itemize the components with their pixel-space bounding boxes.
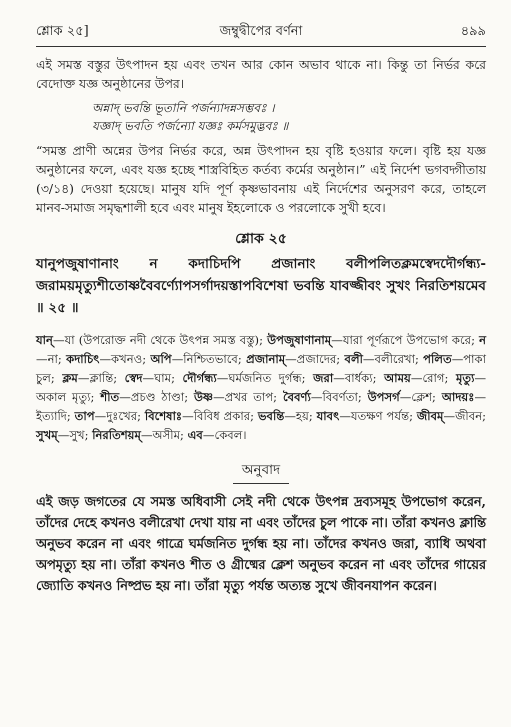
synonym-word: উষ্ণ bbox=[193, 390, 214, 404]
synonym-meaning: বার্ধক্য bbox=[344, 371, 373, 385]
synonym-word: মৃত্যু bbox=[455, 371, 475, 385]
synonym-word: বিশেষাঃ bbox=[144, 409, 183, 423]
synonym-meaning: কখনও bbox=[111, 352, 143, 366]
page-number: ৪৯৯ bbox=[460, 24, 486, 39]
book-page bbox=[36, 22, 486, 597]
synonym-word: জরা bbox=[313, 371, 334, 385]
translation-heading-underline bbox=[233, 483, 289, 484]
synonym-meaning: না bbox=[47, 352, 58, 366]
header-chapter-title: জম্বুদ্বীপের বর্ণনা bbox=[219, 24, 303, 39]
synonym-word: উপসর্গ bbox=[367, 390, 400, 404]
synonym-meaning: রোগ bbox=[422, 371, 445, 385]
synonym-meaning: যতক্ষণ পর্যন্ত bbox=[350, 409, 410, 423]
synonym-meaning: কেবল bbox=[214, 428, 243, 442]
synonym-meaning: বলীরেখা bbox=[374, 352, 415, 366]
synonym-meaning: পাকা চুল bbox=[36, 352, 486, 385]
sloka-line-1: অন্নাদ্ ভবন্তি ভূতানি পর্জন্যাদন্নসম্ভবঃ । bbox=[92, 101, 275, 115]
synonym-meaning: ক্লেশ bbox=[411, 390, 433, 404]
synonym-meaning: জীবন bbox=[455, 409, 483, 423]
verse-title: শ্লোক ২৫ bbox=[235, 231, 287, 247]
synonym-meaning: অকাল মৃত্যু bbox=[36, 390, 91, 404]
synonym-meaning: প্রখর তাপ bbox=[224, 390, 274, 404]
synonym-meaning: ঘাম bbox=[154, 371, 172, 385]
synonym-meaning: নিশ্চিতভাবে bbox=[183, 352, 238, 366]
synonym-meaning: প্রজাদের bbox=[296, 352, 337, 366]
sloka-line-2: যজ্ঞাদ্ ভবতি পর্জন্যো যজ্ঞঃ কর্মসমুদ্ভবঃ ॥ bbox=[92, 119, 289, 133]
intro-paragraph: এই সমস্ত বস্তুর উৎপাদন হয় এবং তখন আর কোন অভাব থাকে না। কিন্তু তা নির্ভর করে বেদোক্ত যজ্ঞ অনুষ্ঠানের উপর। bbox=[36, 57, 486, 91]
synonym-meaning: ঘর্মজনিত দুর্গন্ধ bbox=[228, 371, 302, 385]
synonym-meaning: ইত্যাদি bbox=[36, 409, 67, 423]
synonym-word: অপি bbox=[150, 352, 172, 366]
synonym-meaning: দুঃখের bbox=[106, 409, 138, 423]
synonym-meaning: হয় bbox=[295, 409, 309, 423]
synonym-word: জীবম্ bbox=[416, 409, 444, 423]
synonym-meaning: প্রচণ্ড ঠাণ্ডা bbox=[130, 390, 185, 404]
synonym-word: ন bbox=[479, 333, 486, 347]
synonym-word: যাবৎ bbox=[316, 409, 340, 423]
synonym-word: প্রজানাম্ bbox=[246, 352, 286, 366]
running-header bbox=[36, 22, 486, 44]
synonym-meaning: বিবর্ণতা bbox=[322, 390, 358, 404]
gita-translation-paragraph: “সমস্ত প্রাণী অন্নের উপর নির্ভর করে, অন্ন উৎপাদন হয় বৃষ্টি হওয়ার ফলে। বৃষ্টি হয় যজ্ঞ অনুষ্ঠানের ফলে, এবং যজ্ঞ হচ্ছে শাস্ত্রবিহিত কর্তব্য কর্মের অনুষ্ঠান।” এই নির্দেশ ভগবদ্গীতায় (৩/১৪) দেওয়া হয়েছে। মানুষ যদি পূর্ণ কৃষ্ণভাবনায় এই নির্দেশের অনুসরণ করে, তাহলে মানব-সমাজ সমৃদ্ধশালী হবে এবং মানুষ ইহলোকে ও পরলোকে সুখী হবে। bbox=[36, 143, 486, 215]
synonym-word: শীত bbox=[100, 390, 120, 404]
synonyms-paragraph: যান্—যা (উপরোক্ত নদী থেকে উৎপন্ন সমস্ত বস্তু); উপজুষাণানাম্—যারা পূর্ণরূপে উপভোগ করে; ন—না; কদাচিৎ—কখনও; অপি—নিশ্চিতভাবে; প্রজানাম্—প্রজাদের; বলী—বলীরেখা; পলিত—পাকা চুল; ক্লম—ক্লান্তি; স্বেদ—ঘাম; দৌর্গন্ধ্য—ঘর্মজনিত দুর্গন্ধ; জরা—বার্ধক্য; আময়—রোগ; মৃত্যু—অকাল মৃত্যু; শীত—প্রচণ্ড ঠাণ্ডা; উষ্ণ—প্রখর তাপ; বৈবর্ণ্য—বিবর্ণতা; উপসর্গ—ক্লেশ; আদয়ঃ—ইত্যাদি; তাপ—দুঃখের; বিশেষাঃ—বিবিধ প্রকার; ভবন্তি—হয়; যাবৎ—যতক্ষণ পর্যন্ত; জীবম্—জীবন; সুখম্—সুখ; নিরতিশয়ম্—অসীম; এব—কেবল। bbox=[36, 333, 487, 442]
synonym-word: তাপ bbox=[74, 409, 95, 423]
synonym-word: দৌর্গন্ধ্য bbox=[182, 371, 217, 385]
synonym-word: পলিত bbox=[423, 352, 452, 366]
synonym-word: বলী bbox=[344, 352, 363, 366]
synonym-meaning: বিবিধ প্রকার bbox=[193, 409, 251, 423]
synonym-word: কদাচিৎ bbox=[66, 352, 100, 366]
verse-text: যানুপজুষাণানাং ন কদাচিদপি প্রজানাং বলীপলিতক্লমস্বেদদৌর্গন্ধ্য-জরাময়মৃত্যুশীতোষ্ণবৈবর্ণ্যোপসর্গাদয়স্তাপবিশেষা ভবন্তি যাবজ্জীবং সুখং নিরতিশয়মেব ॥ ২৫ ॥ bbox=[36, 256, 486, 316]
synonym-meaning: ক্লান্তি bbox=[89, 371, 114, 385]
synonym-word: বৈবর্ণ্য bbox=[282, 390, 311, 404]
synonym-word: ক্লম bbox=[62, 371, 78, 385]
translation-heading: অনুবাদ bbox=[241, 462, 281, 478]
synonym-meaning: অসীম bbox=[152, 428, 181, 442]
synonym-word: আময় bbox=[384, 371, 411, 385]
translation-paragraph: এই জড় জগতের যে সমস্ত অধিবাসী সেই নদী থেকে উৎপন্ন দ্রব্যসমূহ উপভোগ করেন, তাঁদের দেহে কখনও বলীরেখা দেখা যায় না এবং তাঁদের চুল পাকে না। তাঁরা কখনও ক্লান্তি অনুভব করেন না এবং গাত্রে ঘর্মজনিত দুর্গন্ধ হয় না। তাঁদের কখনও জরা, ব্যাধি অথবা অপমৃত্যু হয় না। তাঁরা কখনও শীত ও গ্রীষ্মের ক্লেশ অনুভব করেন না এবং তাঁদের গায়ের জ্যোতি কখনও নিষ্প্রভ হয় না। তাঁরা মৃত্যু পর্যন্ত অত্যন্ত সুখে জীবনযাপন করেন। bbox=[36, 495, 486, 594]
header-rule bbox=[36, 46, 486, 47]
synonym-word: ভবন্তি bbox=[257, 409, 285, 423]
synonym-word: স্বেদ bbox=[124, 371, 143, 385]
synonym-word: উপজুষাণানাম্ bbox=[267, 333, 332, 347]
synonym-word: যান্ bbox=[36, 333, 53, 347]
synonym-meaning: সুখ bbox=[69, 428, 85, 442]
synonym-word: সুখম্ bbox=[36, 428, 58, 442]
synonym-word: নিরতিশয়ম্ bbox=[92, 428, 141, 442]
synonym-word: এব bbox=[187, 428, 203, 442]
header-verse-ref: শ্লোক ২৫] bbox=[36, 24, 89, 39]
synonym-meaning: যা (উপরোক্ত নদী থেকে উৎপন্ন সমস্ত বস্তু) bbox=[64, 333, 260, 347]
synonym-meaning: যারা পূর্ণরূপে উপভোগ করে bbox=[342, 333, 472, 347]
synonym-word: আদয়ঃ bbox=[441, 390, 475, 404]
gita-sloka bbox=[92, 99, 486, 135]
